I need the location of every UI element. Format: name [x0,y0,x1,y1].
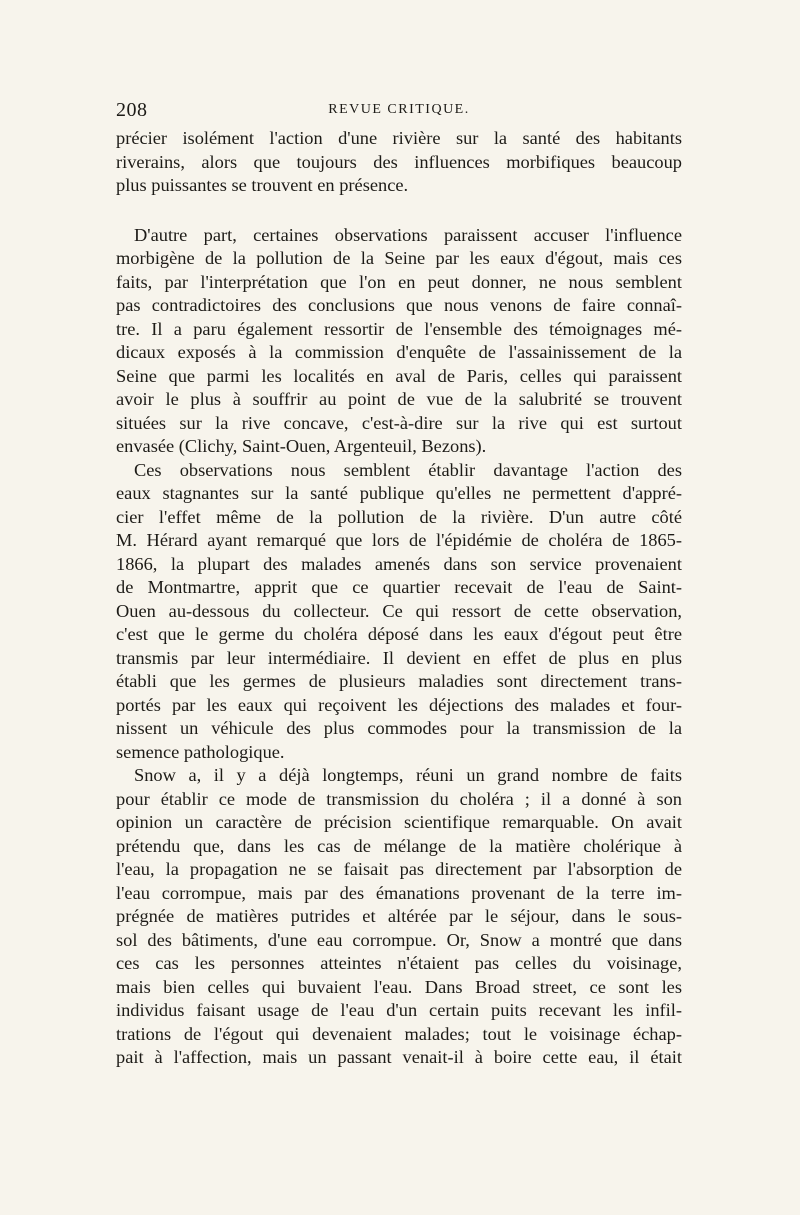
text-line: portés par les eaux qui reçoivent les déjections des malades et four- [116,694,682,715]
text-line: l'eau, la propagation ne se faisait pas directement par l'absorption de [116,859,682,879]
text-line: semence pathologique. [116,741,285,762]
text-line: tre. Il a paru également ressortir de l'ensemble des témoignages mé- [116,318,682,339]
text-line: situées sur la rive concave, c'est-à-dire sur la rive qui est surtout [116,412,682,433]
text-line: prétendu que, dans les cas de mélange de la matière cholérique à [116,835,682,856]
text-line: D'autre part, certaines observations paraissent accuser l'influence [134,224,682,245]
text-line: morbigène de la pollution de la Seine par les eaux d'égout, mais ces [116,248,682,268]
body-text [116,127,682,1070]
paragraph [116,764,682,1070]
page-number: 208 [116,99,148,121]
text-line: Snow a, il y a déjà longtemps, réuni un grand nombre de faits [134,765,682,785]
running-title: REVUE CRITIQUE. [328,102,470,117]
text-line: pas contradictoires des conclusions que nous venons de faire connaî- [116,295,682,315]
text-line: Ouen au-dessous du collecteur. Ce qui ressort de cette observation, [116,600,682,621]
text-line: individus faisant usage de l'eau d'un certain puits recevant les infil- [116,1000,682,1020]
text-line: M. Hérard ayant remarqué que lors de l'épidémie de choléra de 1865- [116,530,682,550]
text-line: riverains, alors que toujours des influences morbifiques beaucoup [116,151,682,172]
text-line: précier isolément l'action d'une rivière sur la santé des habitants [116,128,682,148]
text-line: de Montmartre, apprit que ce quartier recevait de l'eau de Saint- [116,577,682,597]
text-line: prégnée de matières putrides et altérée par le séjour, dans le sous- [116,906,682,926]
text-line: eaux stagnantes sur la santé publique qu'elles ne permettent d'appré- [116,483,682,503]
paragraph [116,224,682,459]
paragraph [116,127,682,198]
text-line: c'est que le germe du choléra déposé dans les eaux d'égout peut être [116,624,682,644]
text-line: mais bien celles qui buvaient l'eau. Dans Broad street, ce sont les [116,976,682,997]
text-line: opinion un caractère de précision scientifique remarquable. On avait [116,812,682,832]
text-line: cier l'effet même de la pollution de la rivière. D'un autre côté [116,506,682,527]
text-line: Seine que parmi les localités en aval de Paris, celles qui paraissent [116,365,682,386]
text-line: pait à l'affection, mais un passant venait-il à boire cette eau, il était [116,1047,682,1067]
text-line: dicaux exposés à la commission d'enquête de l'assainissement de la [116,342,682,362]
text-line: transmis par leur intermédiaire. Il devient en effet de plus en plus [116,647,682,668]
page-header [116,98,682,124]
text-line: trations de l'égout qui devenaient malades; tout le voisinage échap- [116,1023,682,1044]
text-line: ces cas les personnes atteintes n'étaient pas celles du voisinage, [116,953,682,973]
text-line: pour établir ce mode de transmission du choléra ; il a donné à son [116,788,682,809]
text-line: l'eau corrompue, mais par des émanations provenant de la terre im- [116,882,682,903]
text-line: envasée (Clichy, Saint-Ouen, Argenteuil, Bezons). [116,436,487,456]
text-line: établi que les germes de plusieurs maladies sont directement trans- [116,671,682,691]
text-line: plus puissantes se trouvent en présence. [116,175,409,195]
text-line: avoir le plus à souffrir au point de vue de la salubrité se trouvent [116,389,682,409]
text-line: Ces observations nous semblent établir davantage l'action des [134,459,682,480]
text-line: nissent un véhicule des plus commodes pour la transmission de la [116,718,682,738]
paragraph [116,459,682,765]
paragraph-spacer [116,198,682,224]
text-line: sol des bâtiments, d'une eau corrompue. Or, Snow a montré que dans [116,929,682,950]
text-line: faits, par l'interprétation que l'on en peut donner, ne nous semblent [116,271,682,292]
text-line: 1866, la plupart des malades amenés dans son service provenaient [116,553,682,574]
